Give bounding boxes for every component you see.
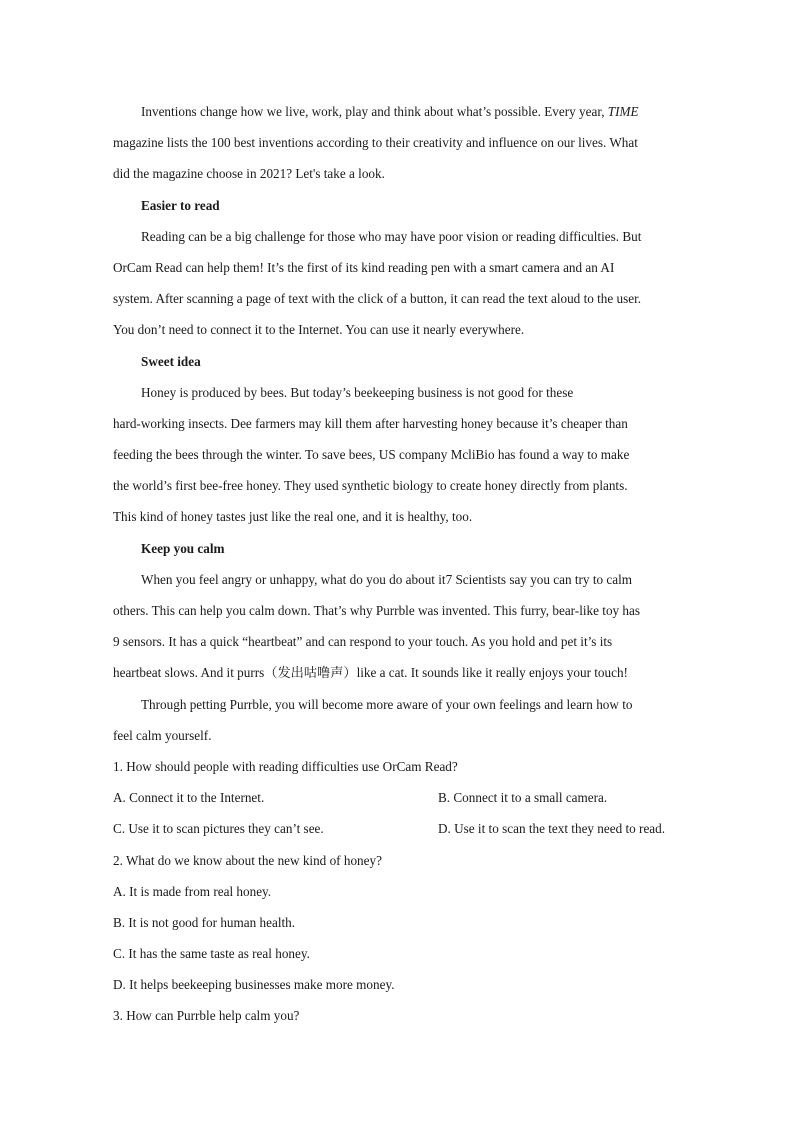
paragraph-line: This kind of honey tastes just like the real one, and it is healthy, too.: [113, 509, 473, 525]
question-2-option-a: A. It is made from real honey.: [113, 883, 272, 899]
paragraph-line: feel calm yourself.: [113, 727, 212, 743]
paragraph-line: When you feel angry or unhappy, what do you do about it7 Scientists say you can try to calm: [141, 571, 633, 587]
question-1: 1. How should people with reading difficulties use OrCam Read?: [113, 758, 458, 774]
question-1-option-a: A. Connect it to the Internet.: [113, 790, 265, 806]
paragraph-line: OrCam Read can help them! It’s the first of its kind reading pen with a smart camera and an AI: [113, 259, 615, 275]
paragraph-line: hard-working insects. Dee farmers may kill them after harvesting honey because it’s cheaper than: [113, 415, 628, 431]
question-1-option-c: C. Use it to scan pictures they can’t see.: [113, 821, 324, 837]
section-heading-easier-to-read: Easier to read: [141, 197, 220, 213]
section-heading-sweet-idea: Sweet idea: [141, 353, 201, 369]
question-2-option-d: D. It helps beekeeping businesses make more money.: [113, 977, 395, 993]
paragraph-line: You don’t need to connect it to the Internet. You can use it nearly everywhere.: [113, 322, 525, 338]
question-1-option-d: D. Use it to scan the text they need to read.: [438, 821, 666, 837]
intro-text: Inventions change how we live, work, play and think about what’s possible. Every year,: [141, 104, 608, 119]
question-1-option-b: B. Connect it to a small camera.: [438, 790, 608, 806]
paragraph-line: others. This can help you calm down. That’s why Purrble was invented. This furry, bear-like toy has: [113, 603, 641, 618]
question-2-option-c: C. It has the same taste as real honey.: [113, 946, 310, 962]
intro-line-2: magazine lists the 100 best inventions according to their creativity and influence on our lives. What: [113, 135, 638, 151]
question-1-options-row-1: [113, 787, 683, 818]
magazine-name: TIME: [607, 104, 639, 119]
question-2-option-b: B. It is not good for human health.: [113, 914, 296, 930]
question-1-options-row-2: [113, 818, 683, 849]
paragraph-line: 9 sensors. It has a quick “heartbeat” and can respond to your touch. As you hold and pet it’s its: [113, 634, 613, 650]
paragraph-line: heartbeat slows. And it purrs（发出咕噜声）like a cat. It sounds like it really enjoys your touch!: [113, 665, 628, 681]
paragraph-line: system. After scanning a page of text with the click of a button, it can read the text aloud to the user.: [113, 291, 642, 307]
intro-line-1: [113, 101, 683, 132]
paragraph-line: Through petting Purrble, you will become more aware of your own feelings and learn how to: [141, 696, 633, 712]
paragraph-line: Honey is produced by bees. But today’s beekeeping business is not good for these: [141, 384, 574, 400]
paragraph-line: Reading can be a big challenge for those who may have poor vision or reading difficulties. But: [141, 228, 642, 244]
paragraph-line: feeding the bees through the winter. To save bees, US company McliBio has found a way to make: [113, 447, 630, 463]
section-heading-keep-you-calm: Keep you calm: [141, 540, 225, 556]
question-3: 3. How can Purrble help calm you?: [113, 1008, 300, 1024]
question-2: 2. What do we know about the new kind of honey?: [113, 852, 382, 868]
paragraph-line: the world’s first bee-free honey. They used synthetic biology to create honey directly from plants.: [113, 478, 628, 494]
document-body: [113, 101, 683, 1037]
intro-line-3: did the magazine choose in 2021? Let's take a look.: [113, 166, 385, 182]
